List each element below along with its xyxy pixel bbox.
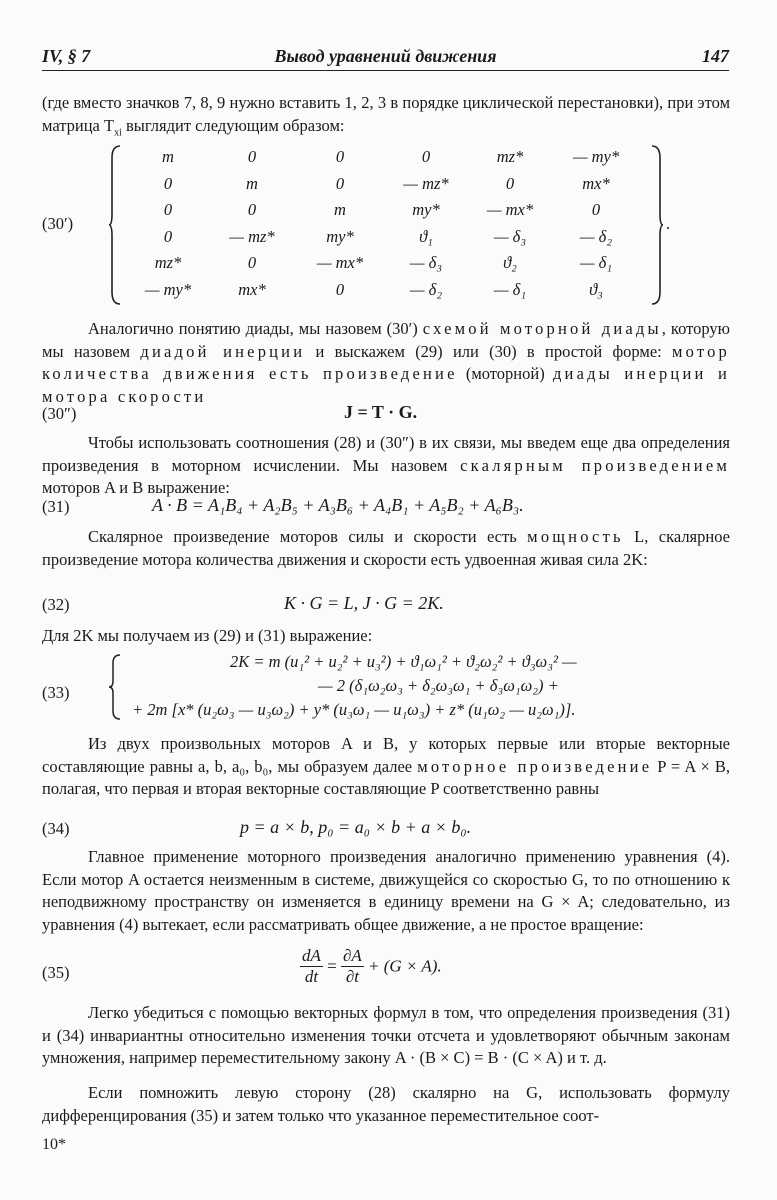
matrix-cell-r6-c5: — δ₁ <box>493 279 527 299</box>
left-brace-icon <box>108 144 122 306</box>
matrix-cell-r5-c2: 0 <box>247 253 257 272</box>
matrix-cell-r6-c3: 0 <box>335 279 345 299</box>
matrix-cell-r3-c1: 0 <box>163 200 173 219</box>
eq-label-34: (34) <box>42 819 70 838</box>
frac1-den: dt <box>304 967 319 986</box>
p2-spaced-4: диады инерции и мотора скорости <box>42 364 730 406</box>
paragraph-8: Легко убедиться с помощью векторных формул в том, что определения произведения (31) и (34) инвариантны относительно изменения точки отсчета и удовлетворяют обычным законам умножения, например переместительному закону A · (B × C) = B · (C × A) и т. д. <box>42 1003 730 1067</box>
matrix-cell-r1-c4: 0 <box>421 147 431 166</box>
fraction-dA-dt <box>300 946 323 987</box>
matrix-cell-r1-c1: m <box>162 147 174 166</box>
matrix-cell-r4-c4: ϑ₁ <box>419 226 433 246</box>
p2-d: (моторной) <box>457 364 553 383</box>
eq-label-30pp: (30″) <box>42 404 77 423</box>
p2-spaced-3: мотор количества движения есть произведение <box>42 341 730 383</box>
matrix-cell-r6-c6: ϑ₃ <box>589 279 603 299</box>
matrix-cell-r2-c3: 0 <box>335 173 345 193</box>
matrix-cell-r3-c4: my* <box>412 200 440 219</box>
paragraph-4 <box>42 526 730 571</box>
matrix-cell-r5-c4: — δ₃ <box>409 253 443 272</box>
p2-a: Аналогично понятию диады, мы назовем (30′) <box>88 319 423 338</box>
inertia-matrix <box>108 144 664 306</box>
frac1-num: dA <box>302 946 321 965</box>
paragraph-1 <box>42 92 730 144</box>
p4-spaced: мощность <box>527 527 624 546</box>
running-header <box>42 44 729 71</box>
header-title: Вывод уравнений движения <box>274 46 497 66</box>
p3-a: Чтобы использовать соотношения (28) и (30″) в их связи, мы введем еще два определения произведения в моторном исчислении. Мы назовем <box>42 433 730 475</box>
matrix-cell-r1-c3: 0 <box>335 147 345 166</box>
matrix-cell-r2-c6: mx* <box>582 173 610 193</box>
p2-spaced-1: схемой моторной диады <box>422 319 662 338</box>
paragraph-6 <box>42 733 730 801</box>
matrix-cell-r2-c4: — mz* <box>403 173 449 193</box>
matrix-cell-r2-c1: 0 <box>163 173 173 193</box>
matrix-cell-r4-c6: — δ₂ <box>579 226 613 246</box>
p1-line2: перестановки), при этом матрица T <box>42 93 731 135</box>
frac2-den: ∂t <box>345 967 359 986</box>
equation-35: $\frac{dA}{dt}$ = $\frac{\partial A}{\partial t}$ + (G × A). <box>302 946 442 986</box>
equation-33-line3: + 2m [x* (u₂ω₃ — u₃ω₂) + y* (u₃ω₁ — u₁ω₃) + z* (u₁ω₂ — u₂ω₁)]. <box>132 700 576 719</box>
p4-a: Скалярное произведение моторов силы и скорости есть <box>88 527 528 546</box>
p2-spaced-2: диадой инерции <box>140 341 306 361</box>
paragraph-7: Главное применение моторного произведения аналогично применению уравнения (4). Если мотор A остается неизменным в системе, движущейся со скоростью G, то по отношению к неподвижному пространству он изменяется в единицу времени на G × A; следовательно, из уравнения (4) вытекает, если рассматривать общее движение, а не простое вращение: <box>42 847 730 934</box>
eq35-rest: + (G × A). <box>368 956 442 976</box>
matrix-cell-r1-c2: 0 <box>247 147 257 166</box>
matrix-cell-r3-c6: 0 <box>591 200 601 219</box>
equation-33-line2: — 2 (δ₁ω₂ω₃ + δ₂ω₃ω₁ + δ₃ω₁ω₂) + <box>318 676 559 695</box>
p4-b: L, скалярное произведение мотора количества движения и скорости есть удвоенная живая сила 2K: <box>42 527 730 569</box>
matrix-cell-r3-c2: 0 <box>247 200 257 219</box>
eq-label-32: (32) <box>42 595 70 614</box>
equation-33-line1: 2K = m (u₁² + u₂² + u₃²) + ϑ₁ω₁² + ϑ₂ω₂² + ϑ₃ω₃² — <box>230 652 577 671</box>
matrix-cell-r2-c5: 0 <box>505 173 515 193</box>
p6-spaced: моторное произведение <box>417 756 653 776</box>
matrix-cell-r3-c5: — mx* <box>486 200 534 219</box>
p6-b: P = A × B, полагая, что первая и вторая векторные составляющие P соответственно равны <box>42 756 730 798</box>
matrix-cell-r3-c3: m <box>334 200 346 219</box>
matrix-period: . <box>666 214 671 233</box>
matrix-cell-r4-c2: — mz* <box>229 226 275 246</box>
p2-c: и выскажем (29) или (30) в простой форме: <box>305 341 673 361</box>
matrix-cell-r4-c1: 0 <box>163 226 173 246</box>
matrix-cell-r6-c2: mx* <box>238 279 266 299</box>
paragraph-3 <box>42 432 730 500</box>
p3-b: моторов A и B выражение: <box>42 478 230 497</box>
section-label: IV, § 7 <box>42 46 91 66</box>
matrix-cell-r5-c6: — δ₁ <box>579 253 613 272</box>
eq-label-30prime: (30′) <box>42 214 74 233</box>
equation-32: K · G = L, J · G = 2K. <box>284 593 444 613</box>
signature-mark: 10* <box>42 1136 66 1153</box>
equation-30pp: J = T · G. <box>344 402 418 422</box>
equation-31: A · B = A₁B₄ + A₂B₅ + A₃B₆ + A₄B₁ + A₅B₂ + A₆B₃. <box>152 495 524 515</box>
matrix-cell-r4-c3: my* <box>326 226 354 246</box>
eq-label-31: (31) <box>42 497 70 516</box>
matrix-cell-r1-c5: mz* <box>496 147 524 166</box>
p3-spaced: скалярным произведением <box>460 455 731 475</box>
right-brace-icon <box>650 144 664 306</box>
paragraph-9: Если помножить левую сторону (28) скалярно на G, использовать формулу дифференцирования (35) и затем только что указанное переместительное соот- <box>42 1083 730 1125</box>
p2-b: , которую мы назовем <box>42 319 730 361</box>
frac2-num: ∂A <box>342 946 362 965</box>
equation-34: p = a × b, p₀ = a₀ × b + a × b₀. <box>240 817 472 837</box>
eq-label-35: (35) <box>42 963 70 982</box>
matrix-cell-r6-c4: — δ₂ <box>409 279 443 299</box>
matrix-cell-r5-c3: — mx* <box>316 253 364 272</box>
eq-label-33: (33) <box>42 683 70 702</box>
matrix-cell-r2-c2: m <box>246 173 258 193</box>
p1-end: выглядит следующим образом: <box>121 115 345 135</box>
brace-33-icon <box>108 653 122 721</box>
matrix-cell-r5-c1: mz* <box>154 253 182 272</box>
matrix-cell-r6-c1: — my* <box>144 279 192 299</box>
p1-line1: (где вместо значков 7, 8, 9 нужно вставить 1, 2, 3 в порядке циклической <box>42 93 554 112</box>
page-number: 147 <box>702 46 729 66</box>
fraction-partialA-partialt <box>341 946 364 987</box>
matrix-cell-r5-c5: ϑ₂ <box>503 253 517 272</box>
p1-subscript: xi <box>114 126 122 138</box>
p6-a: Из двух произвольных моторов A и B, у которых первые или вторые векторные составляющие равны a, b, a₀, b₀, мы образуем далее <box>42 734 730 776</box>
matrix-cell-r1-c6: — my* <box>572 147 620 166</box>
paragraph-5: Для 2K мы получаем из (29) и (31) выражение: <box>42 626 373 645</box>
matrix-cell-r4-c5: — δ₃ <box>493 226 527 246</box>
paragraph-2 <box>42 318 730 408</box>
